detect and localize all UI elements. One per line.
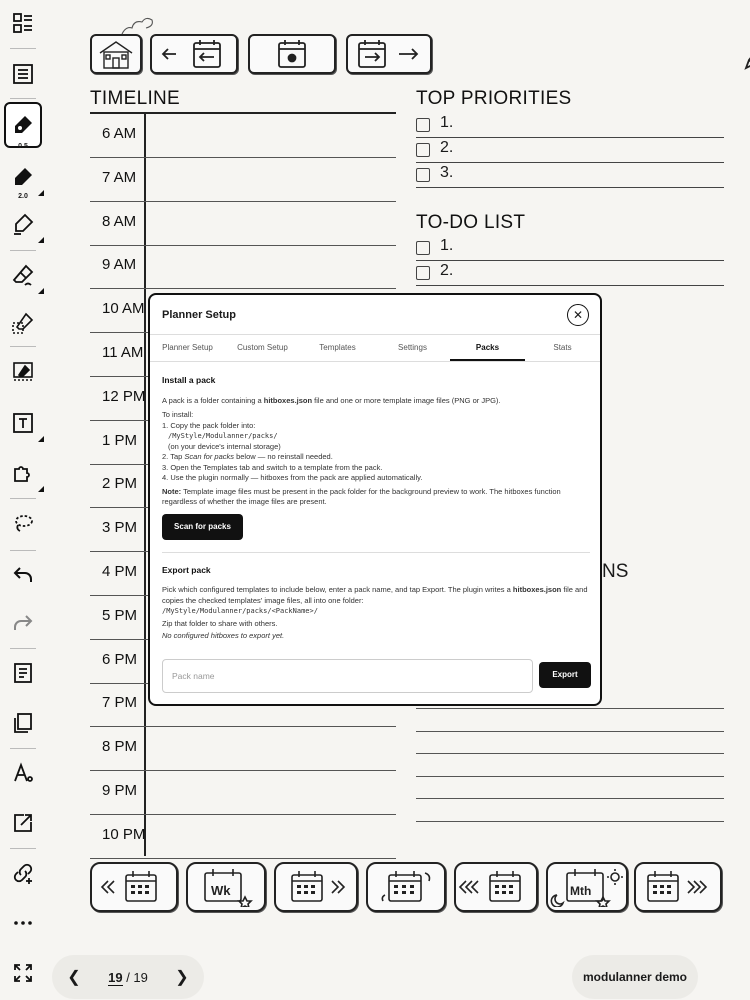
week-view-icon bbox=[191, 867, 261, 907]
page-navigator bbox=[52, 955, 204, 999]
priority-number: 3. bbox=[440, 164, 454, 181]
priority-item[interactable] bbox=[416, 114, 724, 138]
month-view-icon bbox=[549, 867, 625, 907]
sync-calendar-button[interactable] bbox=[366, 862, 446, 912]
install-path: /MyStyle/Modulanner/packs/ bbox=[168, 432, 278, 440]
pen-size-label: 0.5 bbox=[18, 143, 28, 150]
time-label: 6 PM bbox=[102, 650, 138, 668]
install-pack-heading: Install a pack bbox=[162, 375, 216, 385]
time-label: 7 AM bbox=[102, 168, 137, 186]
month-view-button[interactable] bbox=[546, 862, 628, 912]
pack-name-input[interactable]: Pack name bbox=[162, 659, 533, 693]
dialog-title: Planner Setup bbox=[162, 309, 236, 321]
export-description: Pick which configured templates to include below, enter a pack name, and tap Export. The plugin writes a hitboxes.json file and copies the checked templates' image files, all into one folder: bbox=[162, 585, 588, 605]
next-page-icon[interactable]: ❯ bbox=[175, 969, 189, 986]
install-step-2: 2. Tap Scan for packs below — no reinstall needed. bbox=[162, 452, 333, 461]
todo-item[interactable] bbox=[416, 262, 724, 286]
checkbox[interactable] bbox=[416, 241, 430, 255]
eraser-icon[interactable] bbox=[4, 256, 42, 294]
left-toolbar bbox=[0, 0, 46, 1000]
page-counter[interactable] bbox=[108, 970, 148, 985]
prev-week-icon bbox=[94, 867, 174, 907]
next-month-icon bbox=[638, 867, 718, 907]
undo-icon[interactable] bbox=[4, 556, 42, 594]
next-month-button[interactable] bbox=[634, 862, 722, 912]
selection-eraser-icon[interactable] bbox=[4, 304, 42, 342]
priority-number: 2. bbox=[440, 139, 454, 156]
install-note: Note: Template image files must be present in the pack folder for the background preview to work. The hitboxes function regardless of whether the image files are present. bbox=[162, 486, 561, 506]
current-page: 19 bbox=[108, 969, 123, 985]
priorities-title: TOP PRIORITIES bbox=[416, 88, 572, 109]
note-line[interactable] bbox=[416, 753, 724, 754]
next-day-button[interactable] bbox=[346, 34, 432, 74]
redo-icon[interactable] bbox=[4, 604, 42, 642]
tab-templates[interactable]: Templates bbox=[319, 343, 356, 352]
time-label: 7 PM bbox=[102, 694, 138, 712]
font-view-icon[interactable] bbox=[4, 754, 42, 792]
chimney-smoke-icon bbox=[118, 10, 156, 36]
time-label: 4 PM bbox=[102, 563, 138, 580]
note-line[interactable] bbox=[416, 731, 724, 732]
storage-note: (on your device's internal storage) bbox=[168, 441, 281, 451]
export-button[interactable]: Export bbox=[539, 662, 591, 688]
prev-page-icon[interactable]: ❮ bbox=[67, 969, 81, 986]
tab-planner-setup[interactable]: Planner Setup bbox=[162, 343, 213, 352]
packs-tab-content bbox=[162, 375, 590, 642]
priority-number: 1. bbox=[440, 114, 454, 131]
pages-icon[interactable] bbox=[4, 704, 42, 742]
more-icon[interactable] bbox=[4, 904, 42, 942]
note-line[interactable] bbox=[416, 776, 724, 777]
close-icon[interactable]: ✕ bbox=[567, 304, 589, 326]
layout-icon[interactable] bbox=[4, 4, 42, 42]
lasso-erase-icon[interactable] bbox=[4, 352, 42, 390]
time-label: 8 AM bbox=[102, 212, 137, 230]
document-name[interactable]: modulanner demo bbox=[572, 955, 698, 999]
zip-note: Zip that folder to share with others. bbox=[162, 618, 278, 628]
todo-item[interactable] bbox=[416, 237, 724, 261]
prev-day-button[interactable] bbox=[150, 34, 238, 74]
pencil-icon[interactable] bbox=[740, 30, 750, 74]
pen-size-label: 2.0 bbox=[18, 193, 28, 200]
text-tool-icon[interactable] bbox=[4, 404, 42, 442]
today-icon bbox=[272, 37, 312, 71]
prev-week-button[interactable] bbox=[90, 862, 178, 912]
time-label: 9 AM bbox=[102, 256, 137, 274]
tab-packs[interactable]: Packs bbox=[450, 335, 525, 361]
page-separator: / bbox=[122, 969, 134, 985]
note-line[interactable] bbox=[416, 798, 724, 799]
total-pages: 19 bbox=[133, 969, 148, 985]
note-line[interactable] bbox=[416, 821, 724, 822]
priority-item[interactable] bbox=[416, 139, 724, 163]
time-label: 9 PM bbox=[102, 782, 138, 799]
empty-export-note: No configured hitboxes to export yet. bbox=[162, 631, 285, 640]
todo-number: 1. bbox=[440, 237, 454, 254]
prev-month-button[interactable] bbox=[454, 862, 538, 912]
home-button[interactable] bbox=[90, 34, 142, 74]
timeline-title: TIMELINE bbox=[90, 88, 181, 109]
week-label: Wk bbox=[211, 883, 231, 898]
time-label: 1 PM bbox=[102, 431, 138, 449]
dialog-tabs bbox=[150, 334, 600, 362]
todo-number: 2. bbox=[440, 262, 454, 279]
export-share-icon[interactable] bbox=[4, 804, 42, 842]
install-step-1: 1. Copy the pack folder into: bbox=[162, 420, 256, 430]
pen-tool-thick[interactable] bbox=[4, 158, 42, 200]
install-description: A pack is a folder containing a hitboxes.json file and one or more template image files (PNG or JPG). bbox=[162, 395, 501, 405]
scan-for-packs-button[interactable]: Scan for packs bbox=[162, 514, 243, 540]
pen-tool-fine[interactable] bbox=[4, 102, 42, 148]
checkbox[interactable] bbox=[416, 143, 430, 157]
month-label: Mth bbox=[570, 884, 592, 898]
time-label: 2 PM bbox=[102, 475, 138, 493]
planner-setup-dialog bbox=[148, 293, 602, 706]
fullscreen-icon[interactable] bbox=[4, 954, 42, 992]
puzzle-icon[interactable] bbox=[4, 454, 42, 492]
tab-custom-setup[interactable]: Custom Setup bbox=[237, 343, 288, 352]
next-week-icon bbox=[276, 867, 356, 907]
next-day-icon bbox=[349, 37, 429, 71]
time-label: 12 PM bbox=[102, 387, 146, 405]
time-label: 3 PM bbox=[102, 519, 138, 537]
checkbox[interactable] bbox=[416, 118, 430, 132]
time-label: 10 PM bbox=[102, 825, 146, 843]
install-step-3: 3. Open the Templates tab and switch to a template from the pack. bbox=[162, 462, 383, 472]
prev-day-icon bbox=[154, 37, 234, 71]
today-button[interactable] bbox=[248, 34, 336, 74]
export-path: /MyStyle/Modulanner/packs/<PackName>/ bbox=[162, 607, 318, 615]
notes-section-title-partial: NS bbox=[602, 561, 629, 582]
install-step-4: 4. Use the plugin normally — hitboxes from the pack are applied automatically. bbox=[162, 473, 423, 482]
lasso-icon[interactable] bbox=[4, 504, 42, 542]
next-week-button[interactable] bbox=[274, 862, 358, 912]
to-install-label: To install: bbox=[162, 410, 194, 419]
tab-stats[interactable]: Stats bbox=[553, 343, 572, 352]
time-label: 10 AM bbox=[102, 300, 145, 318]
sync-calendar-icon bbox=[371, 867, 441, 907]
time-label: 8 PM bbox=[102, 738, 138, 756]
time-label: 5 PM bbox=[102, 606, 138, 624]
priority-item[interactable] bbox=[416, 164, 724, 188]
time-label: 11 AM bbox=[102, 344, 144, 361]
prev-month-icon bbox=[456, 867, 536, 907]
week-view-button[interactable] bbox=[186, 862, 266, 912]
list-icon[interactable] bbox=[4, 55, 42, 93]
checkbox[interactable] bbox=[416, 266, 430, 280]
section-divider bbox=[162, 552, 590, 553]
export-pack-heading: Export pack bbox=[162, 564, 211, 575]
note-line[interactable] bbox=[416, 708, 724, 709]
link-add-icon[interactable] bbox=[4, 854, 42, 892]
checkbox[interactable] bbox=[416, 168, 430, 182]
todo-title: TO-DO LIST bbox=[416, 212, 526, 233]
time-label: 6 AM bbox=[102, 125, 137, 142]
notebook-icon[interactable] bbox=[4, 654, 42, 692]
tab-settings[interactable]: Settings bbox=[398, 343, 427, 352]
home-icon bbox=[94, 37, 138, 71]
highlighter-icon[interactable] bbox=[4, 205, 42, 243]
